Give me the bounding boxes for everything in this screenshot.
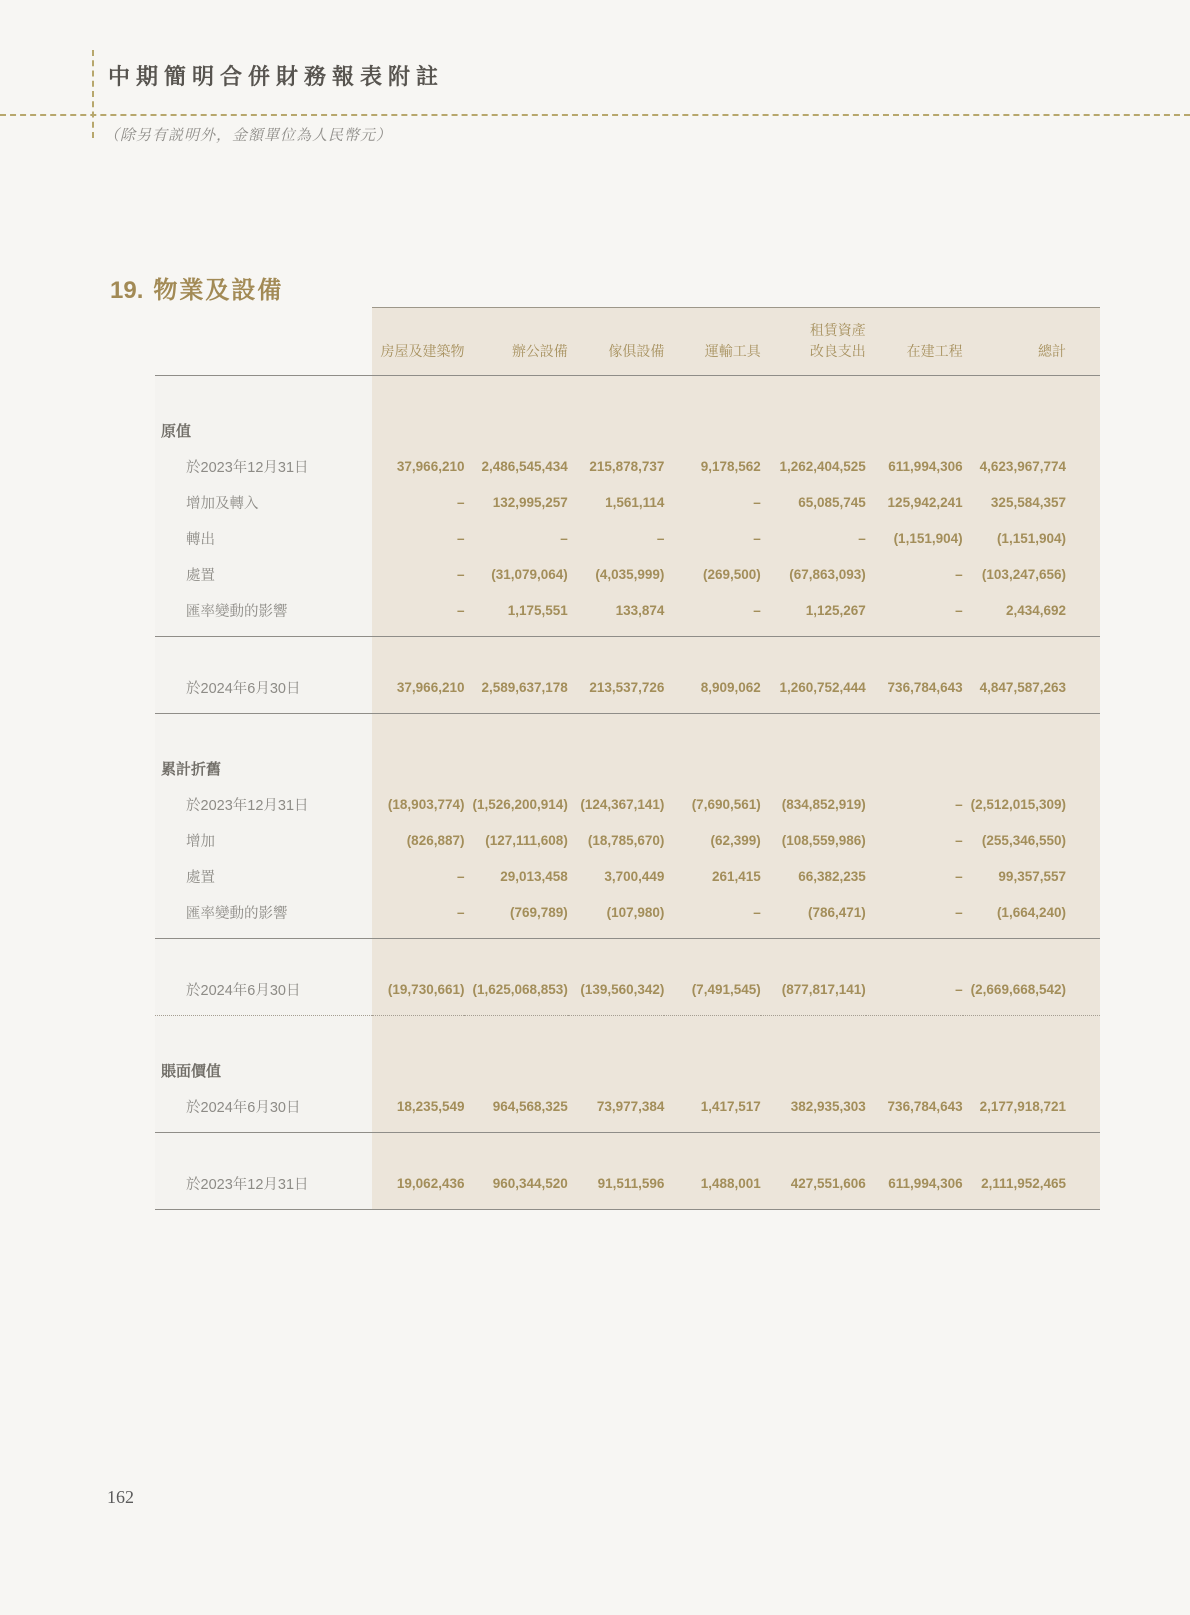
section-heading: 累計折舊 — [155, 714, 372, 788]
table-cell — [372, 714, 464, 788]
table-cell: (2,669,668,542) — [963, 939, 1100, 1016]
column-header-spacer — [155, 308, 372, 376]
table-cell: (834,852,919) — [761, 787, 866, 823]
table-cell: 325,584,357 — [963, 485, 1100, 521]
row-label: 匯率變動的影響 — [155, 895, 372, 939]
table-cell: (4,035,999) — [568, 557, 665, 593]
table-cell: – — [464, 521, 567, 557]
table-cell: (139,560,342) — [568, 939, 665, 1016]
row-label: 匯率變動的影響 — [155, 593, 372, 637]
table-cell: 1,417,517 — [664, 1089, 760, 1133]
row-label: 於2023年12月31日 — [155, 1133, 372, 1210]
table-cell — [372, 1016, 464, 1090]
table-cell: – — [866, 557, 963, 593]
table-cell — [464, 714, 567, 788]
section-heading-row — [155, 714, 1100, 788]
column-header — [372, 308, 464, 376]
table-cell: (769,789) — [464, 895, 567, 939]
table-cell: (103,247,656) — [963, 557, 1100, 593]
table-cell: (18,785,670) — [568, 823, 665, 859]
table-cell: 37,966,210 — [372, 449, 464, 485]
column-header-line: 改良支出 — [809, 343, 866, 359]
table-cell: (18,903,774) — [372, 787, 464, 823]
table-cell: 73,977,384 — [568, 1089, 665, 1133]
row-label: 於2024年6月30日 — [155, 1089, 372, 1133]
column-header-line: 辦公設備 — [511, 343, 568, 359]
table-cell: (1,151,904) — [963, 521, 1100, 557]
table-cell — [761, 714, 866, 788]
table-cell — [963, 714, 1100, 788]
table-cell: (31,079,064) — [464, 557, 567, 593]
table-cell — [664, 714, 760, 788]
table-cell: (19,730,661) — [372, 939, 464, 1016]
table-cell: (1,151,904) — [866, 521, 963, 557]
table-cell: (826,887) — [372, 823, 464, 859]
column-header-line: 運輸工具 — [704, 343, 761, 359]
table-cell: 2,111,952,465 — [963, 1133, 1100, 1210]
table-cell: – — [866, 939, 963, 1016]
table-cell — [664, 376, 760, 450]
column-header-line: 房屋及建築物 — [380, 343, 465, 359]
table-cell: 1,175,551 — [464, 593, 567, 637]
table-cell: 66,382,235 — [761, 859, 866, 895]
section-heading: 原值 — [155, 376, 372, 450]
table-row — [155, 895, 1100, 939]
table-cell — [761, 1016, 866, 1090]
table-cell: 1,125,267 — [761, 593, 866, 637]
table-cell — [866, 376, 963, 450]
table-cell — [761, 376, 866, 450]
table-cell: 9,178,562 — [664, 449, 760, 485]
table-row — [155, 859, 1100, 895]
column-header-line: 租賃資產 — [809, 322, 866, 338]
table-cell: 37,966,210 — [372, 637, 464, 714]
table-cell — [963, 376, 1100, 450]
row-label: 增加 — [155, 823, 372, 859]
table-cell: (108,559,986) — [761, 823, 866, 859]
table-cell: 4,847,587,263 — [963, 637, 1100, 714]
table-cell: 611,994,306 — [866, 449, 963, 485]
column-header — [866, 308, 963, 376]
table-cell: (269,500) — [664, 557, 760, 593]
table-cell: 2,434,692 — [963, 593, 1100, 637]
row-label: 於2023年12月31日 — [155, 449, 372, 485]
table-cell: – — [372, 895, 464, 939]
table-row — [155, 449, 1100, 485]
table-cell — [664, 1016, 760, 1090]
table-cell: (62,399) — [664, 823, 760, 859]
table-header-row — [155, 308, 1100, 376]
table-cell: 382,935,303 — [761, 1089, 866, 1133]
table-cell: (67,863,093) — [761, 557, 866, 593]
table-cell — [372, 376, 464, 450]
vertical-dashed-line — [92, 50, 94, 138]
table-cell: (786,471) — [761, 895, 866, 939]
pe-table — [155, 307, 1100, 1210]
row-label: 於2024年6月30日 — [155, 637, 372, 714]
table-row — [155, 637, 1100, 714]
table-cell: (107,980) — [568, 895, 665, 939]
table-cell: 215,878,737 — [568, 449, 665, 485]
table-cell: 960,344,520 — [464, 1133, 567, 1210]
table-cell — [568, 376, 665, 450]
section-title-text: 物業及設備 — [153, 277, 284, 304]
table-cell: – — [372, 485, 464, 521]
table-cell: 736,784,643 — [866, 637, 963, 714]
column-header — [664, 308, 760, 376]
table-cell: 8,909,062 — [664, 637, 760, 714]
table-cell — [963, 1016, 1100, 1090]
table-row — [155, 521, 1100, 557]
table-cell: 1,262,404,525 — [761, 449, 866, 485]
row-label: 於2024年6月30日 — [155, 939, 372, 1016]
table-cell: 133,874 — [568, 593, 665, 637]
section-heading: 賬面價值 — [155, 1016, 372, 1090]
column-header-line: 在建工程 — [906, 343, 963, 359]
table-cell — [866, 714, 963, 788]
column-header — [568, 308, 665, 376]
table-cell: – — [372, 859, 464, 895]
table-cell: 2,486,545,434 — [464, 449, 567, 485]
table-row — [155, 939, 1100, 1016]
table-cell: – — [866, 787, 963, 823]
table-cell: – — [568, 521, 665, 557]
table-row — [155, 1089, 1100, 1133]
table-head — [155, 308, 1100, 376]
section-heading-row — [155, 376, 1100, 450]
table-cell: (7,690,561) — [664, 787, 760, 823]
table-cell: (1,526,200,914) — [464, 787, 567, 823]
table-cell: 99,357,557 — [963, 859, 1100, 895]
table-row — [155, 593, 1100, 637]
table-cell: 427,551,606 — [761, 1133, 866, 1210]
table-cell: 964,568,325 — [464, 1089, 567, 1133]
table-cell — [464, 376, 567, 450]
table-body — [155, 376, 1100, 1210]
table-cell: – — [372, 593, 464, 637]
table-cell: 2,589,637,178 — [464, 637, 567, 714]
document-title: 中期簡明合併財務報表附註 — [108, 64, 445, 89]
table-cell: – — [664, 895, 760, 939]
table-cell: 29,013,458 — [464, 859, 567, 895]
table-cell: 1,488,001 — [664, 1133, 760, 1210]
column-header — [761, 308, 866, 376]
table-cell: 19,062,436 — [372, 1133, 464, 1210]
table-cell: 65,085,745 — [761, 485, 866, 521]
table-cell: (2,512,015,309) — [963, 787, 1100, 823]
table-cell: 736,784,643 — [866, 1089, 963, 1133]
table-cell: (124,367,141) — [568, 787, 665, 823]
column-header-line: 總計 — [1038, 343, 1066, 359]
table-cell: 1,260,752,444 — [761, 637, 866, 714]
table-cell: (877,817,141) — [761, 939, 866, 1016]
table-row — [155, 557, 1100, 593]
table-row — [155, 787, 1100, 823]
table-cell: – — [866, 593, 963, 637]
section-title — [110, 270, 283, 305]
table-cell: 3,700,449 — [568, 859, 665, 895]
table-cell: 18,235,549 — [372, 1089, 464, 1133]
table-cell: – — [372, 557, 464, 593]
table-cell: 261,415 — [664, 859, 760, 895]
table-cell: – — [664, 485, 760, 521]
table-cell: – — [866, 823, 963, 859]
table-cell — [568, 714, 665, 788]
page-number: 162 — [107, 1487, 134, 1507]
column-header-line: 傢俱設備 — [608, 343, 665, 359]
document-header — [0, 0, 1190, 160]
section-number: 19. — [110, 277, 144, 304]
row-label: 於2023年12月31日 — [155, 787, 372, 823]
property-equipment-table-container — [155, 307, 1100, 1210]
table-row — [155, 1133, 1100, 1210]
row-label: 增加及轉入 — [155, 485, 372, 521]
column-header — [464, 308, 567, 376]
table-cell: 125,942,241 — [866, 485, 963, 521]
table-cell: 91,511,596 — [568, 1133, 665, 1210]
table-cell — [464, 1016, 567, 1090]
table-row — [155, 485, 1100, 521]
table-cell: – — [664, 521, 760, 557]
table-cell: 213,537,726 — [568, 637, 665, 714]
table-cell — [568, 1016, 665, 1090]
table-cell: – — [761, 521, 866, 557]
table-cell: (7,491,545) — [664, 939, 760, 1016]
table-cell: (127,111,608) — [464, 823, 567, 859]
table-cell: (1,664,240) — [963, 895, 1100, 939]
table-cell: (1,625,068,853) — [464, 939, 567, 1016]
table-cell: 1,561,114 — [568, 485, 665, 521]
table-cell: – — [866, 859, 963, 895]
table-cell: – — [372, 521, 464, 557]
row-label: 轉出 — [155, 521, 372, 557]
table-row — [155, 823, 1100, 859]
row-label: 處置 — [155, 859, 372, 895]
table-cell: – — [664, 593, 760, 637]
section-heading-row — [155, 1016, 1100, 1090]
table-cell: 611,994,306 — [866, 1133, 963, 1210]
document-subtitle: （除另有説明外，金額單位為人民幣元） — [104, 128, 393, 144]
table-cell: – — [866, 895, 963, 939]
row-label: 處置 — [155, 557, 372, 593]
table-cell: 4,623,967,774 — [963, 449, 1100, 485]
table-cell: 2,177,918,721 — [963, 1089, 1100, 1133]
table-cell: (255,346,550) — [963, 823, 1100, 859]
column-header — [963, 308, 1100, 376]
horizontal-dashed-line — [0, 114, 1190, 116]
table-cell: 132,995,257 — [464, 485, 567, 521]
table-cell — [866, 1016, 963, 1090]
